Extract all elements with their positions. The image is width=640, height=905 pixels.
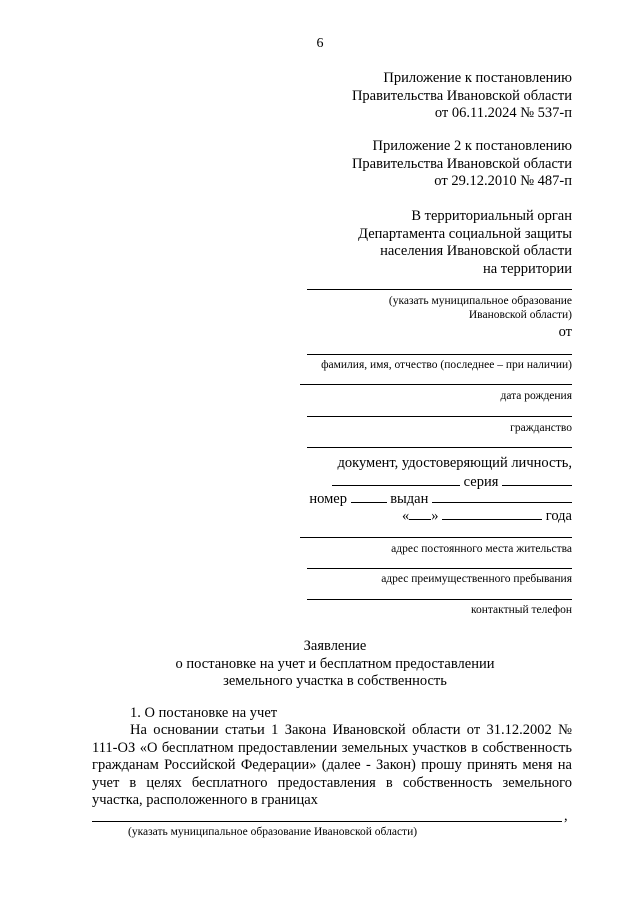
series-input[interactable] xyxy=(502,472,572,486)
citizenship-input-line[interactable] xyxy=(307,416,572,417)
series-label: серия xyxy=(463,474,499,490)
issue-date-row xyxy=(402,506,572,526)
trailing-comma: , xyxy=(564,808,568,824)
birth-date-caption: дата рождения xyxy=(500,390,572,402)
caption-line: (указать муниципальное образование xyxy=(388,295,572,307)
header-line: Правительства Ивановской области xyxy=(351,155,572,172)
close-quote: » xyxy=(431,508,439,524)
id-blank[interactable] xyxy=(332,472,460,486)
addressee-line: В территориальный орган xyxy=(411,208,572,224)
phone-caption: контактный телефон xyxy=(470,604,572,616)
municipality-bottom-caption: (указать муниципальное образование Ивановской области) xyxy=(128,826,418,838)
municipality-input-line[interactable] xyxy=(307,289,572,290)
title-line: земельного участка в собственность xyxy=(223,673,447,689)
phone-input-line[interactable] xyxy=(307,599,572,600)
citizenship-caption: гражданство xyxy=(510,422,572,434)
title-line: о постановке на учет и бесплатном предоставлении xyxy=(175,655,495,672)
header-line: от 06.11.2024 № 537-п xyxy=(434,105,572,121)
document-title xyxy=(70,638,600,691)
birth-date-input-line[interactable] xyxy=(300,384,572,385)
addressee-line: Департамента социальной защиты xyxy=(358,225,572,242)
addressee-line: населения Ивановской области xyxy=(380,243,572,259)
municipality-bottom-input-line[interactable] xyxy=(92,821,562,822)
from-label: от xyxy=(558,324,572,340)
open-quote: « xyxy=(402,508,410,524)
addressee-line: на территории xyxy=(482,260,572,277)
stay-caption: адрес преимущественного пребывания xyxy=(381,573,572,585)
header-line: Правительства Ивановской области xyxy=(351,87,572,104)
fio-input-line[interactable] xyxy=(307,354,572,355)
fio-caption: фамилия, имя, отчество (последнее – при наличии) xyxy=(321,359,572,371)
issue-day-input[interactable] xyxy=(409,506,431,520)
appendix-header-original xyxy=(352,138,572,191)
header-line: Приложение к постановлению xyxy=(383,70,572,86)
number-input[interactable] xyxy=(351,489,387,503)
issued-by-input[interactable] xyxy=(432,489,572,503)
id-document-top-line[interactable] xyxy=(307,447,572,448)
addressee-block xyxy=(358,208,572,278)
residence-caption: адрес постоянного места жительства xyxy=(391,543,572,555)
municipality-caption xyxy=(389,294,572,322)
header-line: от 29.12.2010 № 487-п xyxy=(434,173,572,189)
stay-input-line[interactable] xyxy=(307,568,572,569)
page-number: 6 xyxy=(316,36,324,51)
number-label: номер xyxy=(309,491,347,507)
residence-input-line[interactable] xyxy=(300,537,572,538)
header-line: Приложение 2 к постановлению xyxy=(372,138,572,154)
title-line: Заявление xyxy=(303,638,367,654)
caption-line: Ивановской области) xyxy=(468,309,572,321)
section-heading: 1. О постановке на учет xyxy=(130,705,278,721)
issued-label: выдан xyxy=(390,491,429,507)
issue-month-input[interactable] xyxy=(442,506,542,520)
appendix-header-current xyxy=(352,70,572,123)
statement-paragraph: На основании статьи 1 Закона Ивановской области от 31.12.2002 № 111-ОЗ «О бесплатном предоставлении земельных участков в собственность гражданам Российской Федерации» (далее - Закон) прошу принять меня на учет в целях бесплатного предоставления в собственность земельного участка, расположенного в границах xyxy=(92,722,572,808)
id-document-label: документ, удостоверяющий личность, xyxy=(337,455,572,471)
year-label: года xyxy=(545,508,572,524)
